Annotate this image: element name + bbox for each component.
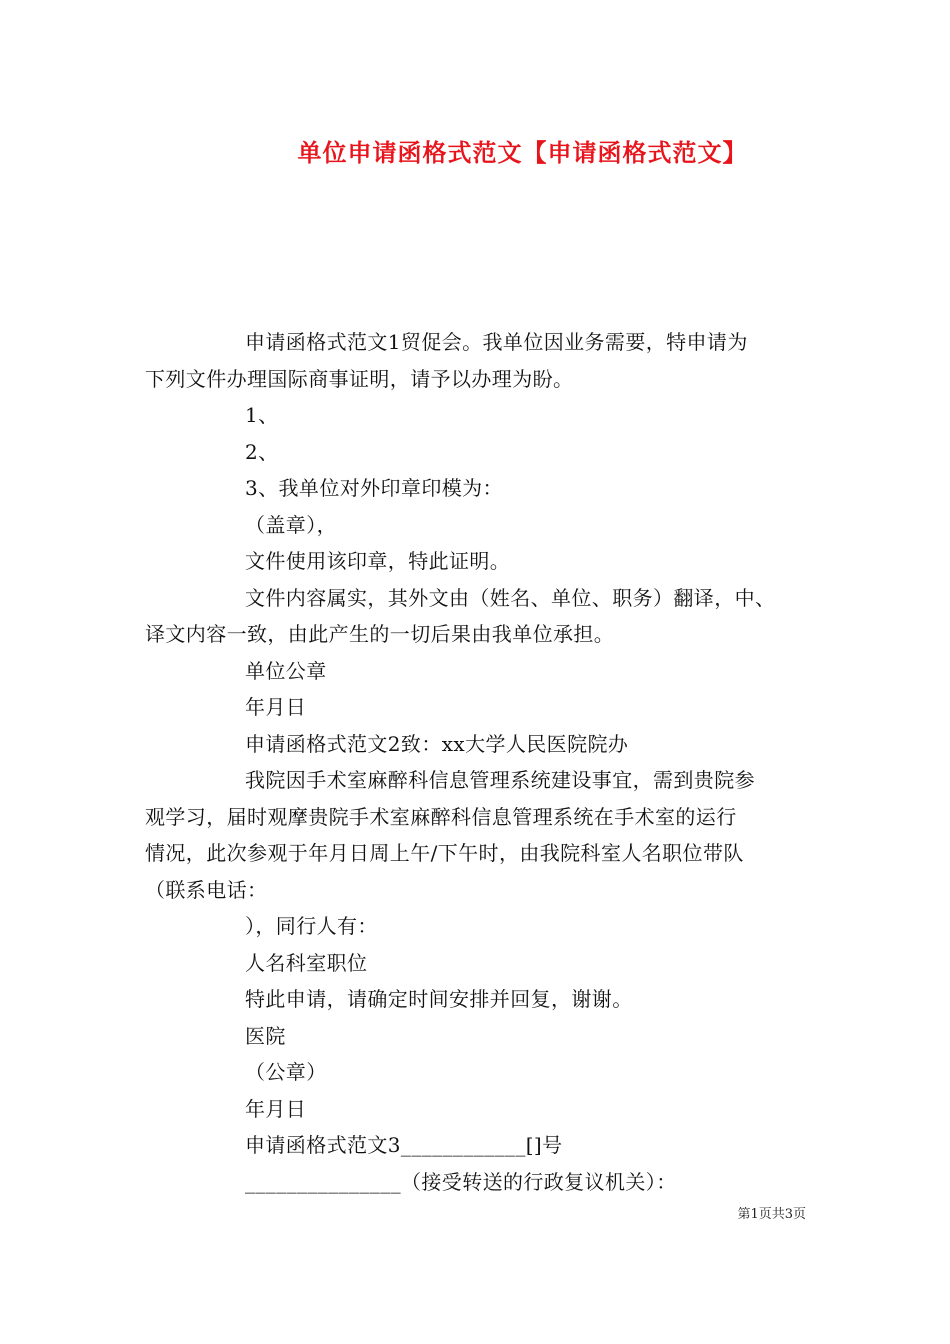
paragraph-line: 1、 xyxy=(245,403,279,427)
paragraph-line: 下列文件办理国际商事证明，请予以办理为盼。 xyxy=(145,366,574,391)
paragraph-line: _______________（接受转送的行政复议机关）： xyxy=(245,1169,677,1194)
paragraph-line: 年月日 xyxy=(245,695,307,719)
paragraph-line: 译文内容一致，由此产生的一切后果由我单位承担。 xyxy=(145,622,615,646)
paragraph-line: 申请函格式范文1贸促会。我单位因业务需要，特申请为 xyxy=(245,330,748,354)
paragraph-line: 申请函格式范文2致：xx大学人民医院院办 xyxy=(245,731,629,756)
paragraph-line: （联系电话： xyxy=(145,877,268,902)
paragraph-line: 情况，此次参观于年月日周上午/下午时，由我院科室人名职位带队 xyxy=(145,841,744,865)
paragraph-line: 文件使用该印章，特此证明。 xyxy=(245,549,511,573)
paragraph-line: 单位公章 xyxy=(245,658,327,683)
paragraph-line: ），同行人有： xyxy=(245,914,378,938)
paragraph-line: 特此申请，请确定时间安排并回复，谢谢。 xyxy=(245,987,633,1011)
paragraph-line: 3、我单位对外印章印模为： xyxy=(245,476,503,500)
paragraph-line: （盖章）， xyxy=(245,512,337,537)
document-body xyxy=(145,324,825,1200)
paragraph-line: 年月日 xyxy=(245,1096,307,1121)
paragraph-line: 观学习，届时观摩贵院手术室麻醉科信息管理系统在手术室的运行 xyxy=(145,804,737,829)
paragraph-line: 医院 xyxy=(245,1023,286,1048)
paragraph-line: 我院因手术室麻醉科信息管理系统建设事宜，需到贵院参 xyxy=(245,768,755,792)
paragraph-line: （公章） xyxy=(245,1060,327,1084)
paragraph-line: 人名科室职位 xyxy=(245,950,368,975)
document-title: 单位申请函格式范文【申请函格式范文】 xyxy=(297,138,748,167)
paragraph-line: 2、 xyxy=(245,439,279,464)
paragraph-line: 文件内容属实，其外文由（姓名、单位、职务）翻译，中、 xyxy=(245,585,776,610)
paragraph-line: 申请函格式范文3____________[]号 xyxy=(245,1133,563,1157)
page-footer: 第1页共3页 xyxy=(737,1207,806,1222)
